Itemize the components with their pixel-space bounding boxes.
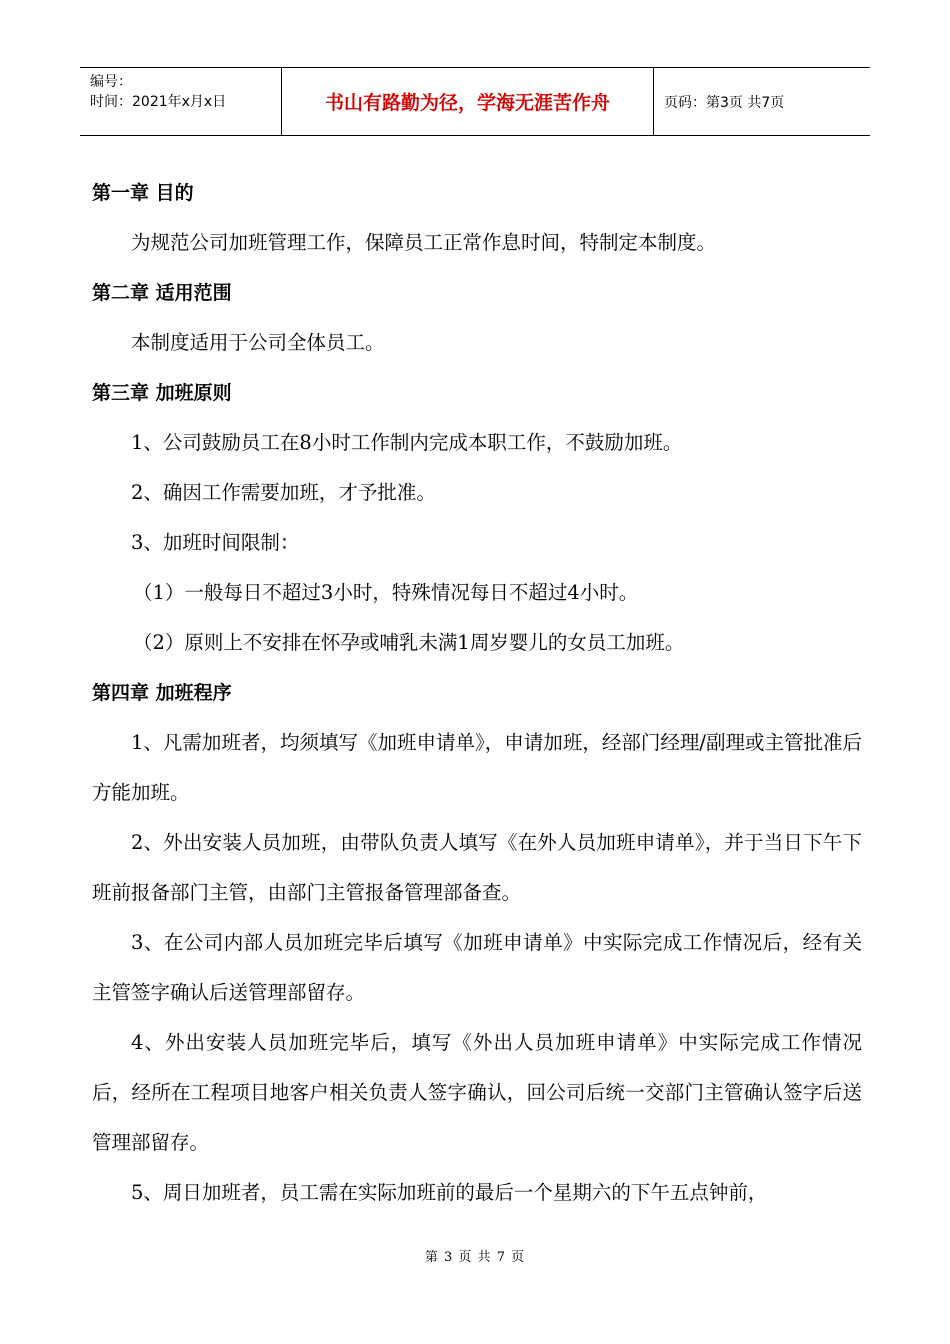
chapter-4-item-4: 4、外出安装人员加班完毕后，填写《外出人员加班申请单》中实际完成工作情况后，经所在工程项目地客户相关负责人签字确认，回公司后统一交部门主管确认签字后送管理部留存。	[92, 1031, 862, 1154]
header-left-cell	[80, 68, 282, 135]
header-motto: 书山有路勤为径，学海无涯苦作舟	[324, 92, 610, 114]
chapter-1-paragraph: 为规范公司加班管理工作，保障员工正常作息时间，特制定本制度。	[131, 231, 717, 254]
chapter-3-subitem-2: （2）原则上不安排在怀孕或哺乳未满1周岁婴儿的女员工加班。	[133, 631, 685, 654]
chapter-3-item-1: 1、公司鼓励员工在8小时工作制内完成本职工作，不鼓励加班。	[131, 431, 683, 454]
chapter-4-item-3: 3、在公司内部人员加班完毕后填写《加班申请单》中实际完成工作情况后，经有关主管签字确认后送管理部留存。	[92, 931, 862, 1004]
page-footer: 第 3 页 共 7 页	[424, 1250, 526, 1265]
page-header	[80, 67, 870, 136]
chapter-2-paragraph: 本制度适用于公司全体员工。	[131, 331, 385, 354]
chapter-3-item-2: 2、确因工作需要加班，才予批准。	[131, 481, 436, 504]
chapter-4-item-5: 5、周日加班者，员工需在实际加班前的最后一个星期六的下午五点钟前，	[131, 1181, 768, 1204]
chapter-4-item-2: 2、外出安装人员加班，由带队负责人填写《在外人员加班申请单》，并于当日下午下班前报备部门主管，由部门主管报备管理部备查。	[92, 831, 862, 904]
chapter-1-heading: 第一章 目的	[92, 182, 194, 204]
chapter-3-item-3: 3、加班时间限制：	[131, 531, 300, 554]
document-number-label: 编号：	[90, 74, 132, 90]
chapter-4-heading: 第四章 加班程序	[92, 682, 232, 704]
document-date: 时间：2021年x月x日	[90, 94, 227, 110]
chapter-4-item-1: 1、凡需加班者，均须填写《加班申请单》，申请加班，经部门经理/副理或主管批准后方能加班。	[92, 731, 862, 804]
header-page-cell	[654, 68, 870, 135]
chapter-2-heading: 第二章 适用范围	[92, 282, 232, 304]
chapter-3-subitem-1: （1）一般每日不超过3小时，特殊情况每日不超过4小时。	[133, 581, 639, 604]
chapter-3-heading: 第三章 加班原则	[92, 382, 232, 404]
document-body	[92, 168, 862, 1218]
header-motto-cell	[282, 68, 654, 135]
header-page-info: 页码：第3页 共7页	[664, 94, 785, 111]
